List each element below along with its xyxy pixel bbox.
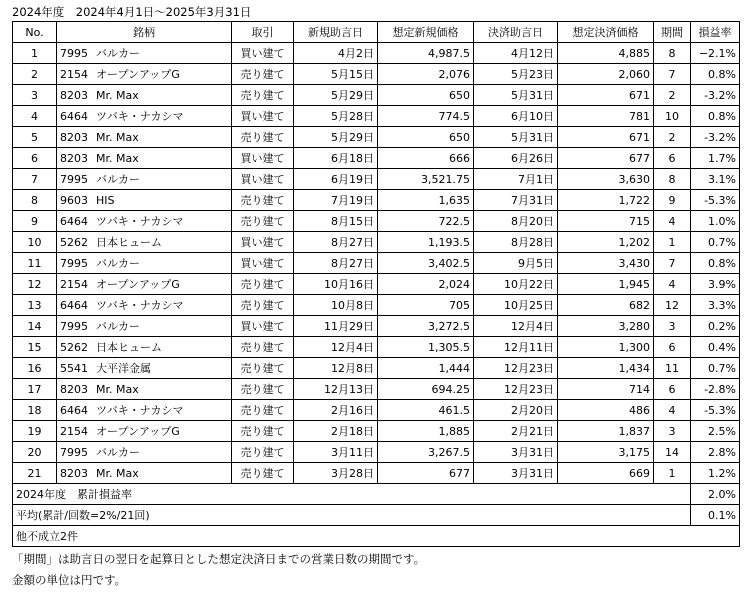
cell-no: 11	[13, 253, 57, 274]
note-currency: 金額の単位は円です。	[12, 573, 127, 587]
stock-code: 8203	[60, 382, 88, 396]
cell-open-date: 2月16日	[294, 400, 378, 421]
cell-period: 6	[654, 337, 691, 358]
col-header-open-date: 新規助言日	[294, 22, 378, 43]
cell-no: 1	[13, 43, 57, 64]
cell-pl: 0.8%	[691, 253, 740, 274]
col-header-period: 期間	[654, 22, 691, 43]
cell-stock	[57, 43, 232, 64]
cell-open-date: 10月16日	[294, 274, 378, 295]
cell-pl: 0.2%	[691, 316, 740, 337]
cell-open-price: 461.5	[378, 400, 474, 421]
cell-stock	[57, 295, 232, 316]
col-header-close-date: 決済助言日	[474, 22, 558, 43]
stock-name: 日本ヒューム	[96, 341, 162, 354]
cell-open-date: 12月4日	[294, 337, 378, 358]
cell-no: 19	[13, 421, 57, 442]
cell-open-price: 722.5	[378, 211, 474, 232]
col-header-trade: 取引	[232, 22, 294, 43]
cell-close-date: 8月20日	[474, 211, 558, 232]
stock-code: 7995	[60, 446, 88, 459]
cell-close-date: 5月31日	[474, 85, 558, 106]
cell-close-date: 6月26日	[474, 148, 558, 169]
cell-pl: -5.3%	[691, 190, 740, 211]
other-label: 他不成立2件	[13, 526, 740, 547]
cell-pl: 2.5%	[691, 421, 740, 442]
stock-name: 大平洋金属	[96, 362, 151, 375]
cell-open-price: 1,305.5	[378, 337, 474, 358]
summary-other-row	[13, 526, 740, 547]
average-value: 0.1%	[691, 505, 740, 526]
cell-trade: 買い建て	[232, 316, 294, 337]
cell-no: 15	[13, 337, 57, 358]
stock-code: 6464	[60, 299, 88, 312]
cell-open-price: 4,987.5	[378, 43, 474, 64]
cell-pl: 1.2%	[691, 463, 740, 484]
table-row	[13, 253, 740, 274]
cell-stock	[57, 127, 232, 148]
cell-close-price: 1,434	[558, 358, 654, 379]
cell-open-date: 4月2日	[294, 43, 378, 64]
cell-open-date: 5月28日	[294, 106, 378, 127]
cell-trade: 売り建て	[232, 463, 294, 484]
cell-close-date: 3月31日	[474, 463, 558, 484]
cell-period: 4	[654, 274, 691, 295]
cell-trade: 売り建て	[232, 190, 294, 211]
cell-pl: 2.8%	[691, 442, 740, 463]
cell-period: 9	[654, 190, 691, 211]
cell-no: 8	[13, 190, 57, 211]
table-row	[13, 106, 740, 127]
stock-code: 6464	[60, 215, 88, 228]
cell-open-price: 677	[378, 463, 474, 484]
cell-open-date: 3月11日	[294, 442, 378, 463]
cell-open-price: 3,272.5	[378, 316, 474, 337]
cell-period: 6	[654, 379, 691, 400]
cell-stock	[57, 274, 232, 295]
table-row	[13, 337, 740, 358]
cell-no: 9	[13, 211, 57, 232]
cell-close-date: 10月25日	[474, 295, 558, 316]
cell-stock	[57, 400, 232, 421]
stock-name: Mr. Max	[96, 382, 139, 396]
cell-period: 8	[654, 169, 691, 190]
cell-close-date: 12月11日	[474, 337, 558, 358]
cell-close-price: 486	[558, 400, 654, 421]
cell-stock	[57, 190, 232, 211]
cell-close-date: 2月21日	[474, 421, 558, 442]
cell-pl: 0.4%	[691, 337, 740, 358]
table-row	[13, 379, 740, 400]
table-row	[13, 64, 740, 85]
stock-code: 7995	[60, 320, 88, 333]
cell-period: 11	[654, 358, 691, 379]
cell-open-price: 705	[378, 295, 474, 316]
cell-period: 7	[654, 253, 691, 274]
cell-close-price: 1,722	[558, 190, 654, 211]
cell-close-price: 3,175	[558, 442, 654, 463]
stock-code: 7995	[60, 47, 88, 60]
cell-no: 12	[13, 274, 57, 295]
cell-trade: 売り建て	[232, 442, 294, 463]
cell-pl: -3.2%	[691, 85, 740, 106]
cell-trade: 売り建て	[232, 337, 294, 358]
cell-open-price: 666	[378, 148, 474, 169]
stock-code: 2154	[60, 278, 88, 291]
cell-open-price: 694.25	[378, 379, 474, 400]
cell-stock	[57, 316, 232, 337]
cell-period: 4	[654, 400, 691, 421]
cell-stock	[57, 148, 232, 169]
cell-trade: 売り建て	[232, 64, 294, 85]
table-row	[13, 127, 740, 148]
stock-name: ツバキ・ナカシマ	[96, 299, 184, 312]
cell-trade: 売り建て	[232, 211, 294, 232]
cell-open-price: 1,885	[378, 421, 474, 442]
stock-code: 8203	[60, 466, 88, 480]
stock-name: Mr. Max	[96, 130, 139, 144]
cell-close-date: 5月31日	[474, 127, 558, 148]
cell-period: 2	[654, 85, 691, 106]
summary-cumulative-row	[13, 484, 740, 505]
table-row	[13, 232, 740, 253]
stock-name: バルカー	[96, 173, 140, 186]
cell-open-price: 1,635	[378, 190, 474, 211]
cell-stock	[57, 442, 232, 463]
cell-open-date: 8月27日	[294, 232, 378, 253]
cell-no: 3	[13, 85, 57, 106]
cell-close-price: 1,945	[558, 274, 654, 295]
cell-no: 13	[13, 295, 57, 316]
cell-close-price: 1,202	[558, 232, 654, 253]
cell-close-date: 3月31日	[474, 442, 558, 463]
cell-stock	[57, 337, 232, 358]
table-row	[13, 442, 740, 463]
cell-trade: 買い建て	[232, 148, 294, 169]
stock-code: 5262	[60, 341, 88, 354]
stock-name: ツバキ・ナカシマ	[96, 215, 184, 228]
table-row	[13, 190, 740, 211]
cell-stock	[57, 106, 232, 127]
cell-close-price: 1,837	[558, 421, 654, 442]
summary-average-row	[13, 505, 740, 526]
cell-no: 7	[13, 169, 57, 190]
cell-trade: 買い建て	[232, 253, 294, 274]
cell-no: 20	[13, 442, 57, 463]
cell-stock	[57, 232, 232, 253]
cell-period: 2	[654, 127, 691, 148]
cell-close-date: 7月1日	[474, 169, 558, 190]
stock-name: ツバキ・ナカシマ	[96, 404, 184, 417]
table-row	[13, 43, 740, 64]
trade-results-table	[12, 21, 740, 547]
cell-open-price: 650	[378, 85, 474, 106]
cell-close-price: 4,885	[558, 43, 654, 64]
cell-open-date: 12月13日	[294, 379, 378, 400]
stock-name: Mr. Max	[96, 151, 139, 165]
stock-code: 6464	[60, 404, 88, 417]
cell-close-date: 5月23日	[474, 64, 558, 85]
col-header-no: No.	[13, 22, 57, 43]
stock-name: バルカー	[96, 320, 140, 333]
stock-name: オープンアップG	[96, 278, 180, 291]
cell-open-price: 3,521.75	[378, 169, 474, 190]
cell-close-price: 669	[558, 463, 654, 484]
cell-no: 21	[13, 463, 57, 484]
cell-open-price: 774.5	[378, 106, 474, 127]
cell-pl: 3.3%	[691, 295, 740, 316]
notes	[12, 549, 425, 591]
cell-close-price: 671	[558, 127, 654, 148]
cell-period: 1	[654, 463, 691, 484]
col-header-pl: 損益率	[691, 22, 740, 43]
cell-stock	[57, 85, 232, 106]
cell-pl: 3.9%	[691, 274, 740, 295]
stock-code: 2154	[60, 425, 88, 438]
cell-stock	[57, 64, 232, 85]
cell-close-price: 2,060	[558, 64, 654, 85]
table-row	[13, 211, 740, 232]
cell-close-price: 1,300	[558, 337, 654, 358]
cell-open-price: 3,402.5	[378, 253, 474, 274]
cell-period: 7	[654, 64, 691, 85]
cell-period: 3	[654, 316, 691, 337]
cell-close-price: 3,430	[558, 253, 654, 274]
cell-pl: −2.1%	[691, 43, 740, 64]
cell-trade: 買い建て	[232, 169, 294, 190]
cell-trade: 売り建て	[232, 85, 294, 106]
cell-open-date: 3月28日	[294, 463, 378, 484]
cell-pl: 3.1%	[691, 169, 740, 190]
table-row	[13, 358, 740, 379]
table-row	[13, 421, 740, 442]
cell-close-date: 10月22日	[474, 274, 558, 295]
stock-code: 7995	[60, 173, 88, 186]
cell-open-date: 2月18日	[294, 421, 378, 442]
cell-trade: 買い建て	[232, 232, 294, 253]
cell-close-date: 12月4日	[474, 316, 558, 337]
table-row	[13, 85, 740, 106]
cell-period: 14	[654, 442, 691, 463]
cell-pl: -3.2%	[691, 127, 740, 148]
cell-open-date: 5月29日	[294, 127, 378, 148]
cell-open-date: 12月8日	[294, 358, 378, 379]
cell-close-date: 9月5日	[474, 253, 558, 274]
cell-period: 4	[654, 211, 691, 232]
cell-trade: 売り建て	[232, 358, 294, 379]
cell-period: 8	[654, 43, 691, 64]
cell-no: 10	[13, 232, 57, 253]
cell-close-date: 8月28日	[474, 232, 558, 253]
cell-stock	[57, 463, 232, 484]
cell-open-date: 6月19日	[294, 169, 378, 190]
cell-open-date: 6月18日	[294, 148, 378, 169]
cell-close-price: 714	[558, 379, 654, 400]
table-row	[13, 316, 740, 337]
cell-open-date: 8月27日	[294, 253, 378, 274]
stock-name: Mr. Max	[96, 88, 139, 102]
cell-open-price: 3,267.5	[378, 442, 474, 463]
stock-name: オープンアップG	[96, 425, 180, 438]
cell-pl: -2.8%	[691, 379, 740, 400]
cell-trade: 買い建て	[232, 43, 294, 64]
table-row	[13, 400, 740, 421]
cell-pl: 1.7%	[691, 148, 740, 169]
cell-close-price: 3,630	[558, 169, 654, 190]
cell-period: 3	[654, 421, 691, 442]
col-header-stock: 銘柄	[57, 22, 232, 43]
stock-code: 6464	[60, 110, 88, 123]
cell-pl: 1.0%	[691, 211, 740, 232]
table-row	[13, 274, 740, 295]
stock-code: 5541	[60, 362, 88, 375]
table-row	[13, 295, 740, 316]
stock-code: 8203	[60, 88, 88, 102]
cell-stock	[57, 358, 232, 379]
cell-open-date: 11月29日	[294, 316, 378, 337]
average-label: 平均(累計/回数=2%/21回)	[13, 505, 691, 526]
cell-close-date: 7月31日	[474, 190, 558, 211]
cell-no: 2	[13, 64, 57, 85]
stock-code: 5262	[60, 236, 88, 249]
cell-open-date: 8月15日	[294, 211, 378, 232]
table-header-row	[13, 22, 740, 43]
cell-pl: 0.8%	[691, 106, 740, 127]
cell-close-price: 671	[558, 85, 654, 106]
cell-stock	[57, 379, 232, 400]
cell-close-date: 2月20日	[474, 400, 558, 421]
cell-trade: 売り建て	[232, 295, 294, 316]
col-header-open-price: 想定新規価格	[378, 22, 474, 43]
stock-code: 2154	[60, 68, 88, 81]
stock-code: 8203	[60, 151, 88, 165]
cell-trade: 売り建て	[232, 379, 294, 400]
cell-no: 18	[13, 400, 57, 421]
cell-trade: 売り建て	[232, 421, 294, 442]
stock-name: 日本ヒューム	[96, 236, 162, 249]
cell-no: 4	[13, 106, 57, 127]
cell-period: 10	[654, 106, 691, 127]
cell-no: 5	[13, 127, 57, 148]
stock-code: 7995	[60, 257, 88, 270]
page-title: 2024年度 2024年4月1日～2025年3月31日	[12, 5, 252, 19]
cell-pl: 0.7%	[691, 232, 740, 253]
cell-close-price: 677	[558, 148, 654, 169]
col-header-close-price: 想定決済価格	[558, 22, 654, 43]
cell-no: 17	[13, 379, 57, 400]
cell-open-price: 2,076	[378, 64, 474, 85]
cell-close-date: 12月23日	[474, 379, 558, 400]
stock-name: バルカー	[96, 446, 140, 459]
cell-open-price: 2,024	[378, 274, 474, 295]
table-row	[13, 463, 740, 484]
cell-close-date: 6月10日	[474, 106, 558, 127]
cell-open-date: 5月29日	[294, 85, 378, 106]
cell-close-price: 3,280	[558, 316, 654, 337]
cell-pl: 0.8%	[691, 64, 740, 85]
stock-name: バルカー	[96, 47, 140, 60]
cell-open-price: 1,444	[378, 358, 474, 379]
cell-stock	[57, 421, 232, 442]
cumulative-label: 2024年度 累計損益率	[13, 484, 691, 505]
cell-open-date: 5月15日	[294, 64, 378, 85]
cell-close-price: 682	[558, 295, 654, 316]
stock-name: Mr. Max	[96, 466, 139, 480]
cell-period: 12	[654, 295, 691, 316]
cell-open-price: 1,193.5	[378, 232, 474, 253]
cell-trade: 買い建て	[232, 106, 294, 127]
stock-name: HIS	[96, 193, 115, 207]
cell-pl: 0.7%	[691, 358, 740, 379]
cell-no: 16	[13, 358, 57, 379]
stock-name: ツバキ・ナカシマ	[96, 110, 184, 123]
cell-period: 6	[654, 148, 691, 169]
table-row	[13, 148, 740, 169]
cell-trade: 売り建て	[232, 127, 294, 148]
cell-close-date: 4月12日	[474, 43, 558, 64]
cell-stock	[57, 253, 232, 274]
cell-open-date: 7月19日	[294, 190, 378, 211]
cell-pl: -5.3%	[691, 400, 740, 421]
stock-name: オープンアップG	[96, 68, 180, 81]
cell-trade: 売り建て	[232, 274, 294, 295]
stock-code: 8203	[60, 130, 88, 144]
cell-trade: 売り建て	[232, 400, 294, 421]
stock-name: バルカー	[96, 257, 140, 270]
cell-period: 1	[654, 232, 691, 253]
cell-no: 14	[13, 316, 57, 337]
cell-close-price: 781	[558, 106, 654, 127]
cumulative-value: 2.0%	[691, 484, 740, 505]
cell-close-date: 12月23日	[474, 358, 558, 379]
stock-code: 9603	[60, 193, 88, 207]
cell-open-price: 650	[378, 127, 474, 148]
cell-stock	[57, 169, 232, 190]
table-row	[13, 169, 740, 190]
cell-open-date: 10月8日	[294, 295, 378, 316]
cell-no: 6	[13, 148, 57, 169]
note-period: 「期間」は助言日の翌日を起算日とした想定決済日までの営業日数の期間です。	[12, 552, 426, 566]
cell-close-price: 715	[558, 211, 654, 232]
cell-stock	[57, 211, 232, 232]
